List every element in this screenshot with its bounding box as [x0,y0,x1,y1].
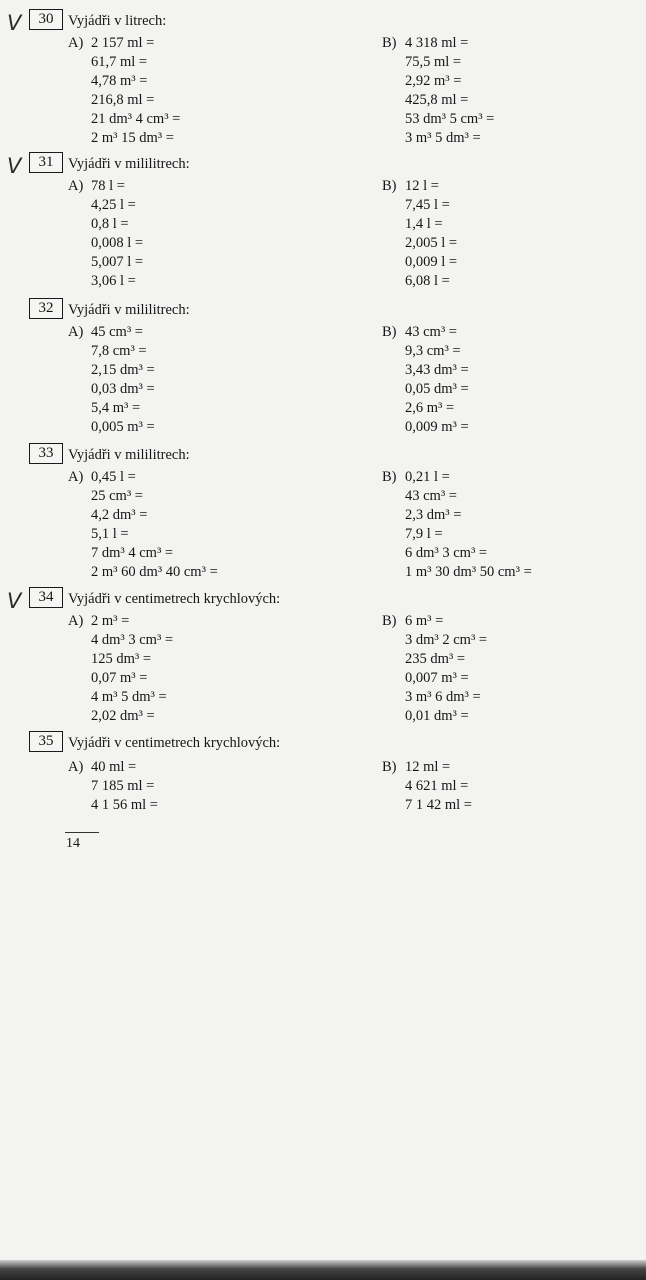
list-item: 4 1 56 ml = [91,797,158,813]
list-item: A) 40 ml = [68,759,137,775]
scan-edge [0,1260,646,1280]
list-item: 4,78 m³ = [91,73,148,89]
list-item: 5,1 l = [91,526,129,542]
list-item: 7 dm³ 4 cm³ = [91,545,174,561]
list-item: 2,02 dm³ = [91,708,155,724]
exercise-title: Vyjádři v mililitrech: [68,156,190,172]
column-b [382,177,457,291]
list-item: A) 2 m³ = [68,613,130,629]
column-a [68,468,218,582]
list-item: 75,5 ml = [405,54,462,70]
list-item: B) 12 l = [382,178,439,194]
list-item: 3,06 l = [91,273,136,289]
list-item: 4 dm³ 3 cm³ = [91,632,174,648]
exercise-title: Vyjádři v litrech: [68,13,167,29]
exercise-title: Vyjádři v centimetrech krychlových: [68,735,281,751]
list-item: 6 dm³ 3 cm³ = [405,545,488,561]
list-item: 61,7 ml = [91,54,148,70]
exercise-number: 30 [29,9,63,30]
list-item: 2 m³ 15 dm³ = [91,130,174,146]
list-item: 0,01 dm³ = [405,708,469,724]
column-b [382,34,494,148]
list-item: 216,8 ml = [91,92,155,108]
list-item: A) 45 cm³ = [68,324,143,340]
list-item: 53 dm³ 5 cm³ = [405,111,495,127]
list-item: B) 12 ml = [382,759,451,775]
exercise-number: 32 [29,298,63,319]
column-a [68,758,158,815]
list-item: 3 m³ 6 dm³ = [405,689,481,705]
list-item: 7 1 42 ml = [405,797,472,813]
exercise-number: 35 [29,731,63,752]
list-item: 0,007 m³ = [405,670,469,686]
column-b [382,323,469,437]
page-number: 14 [66,836,80,851]
list-item: 4 m³ 5 dm³ = [91,689,167,705]
exercise-number: 34 [29,587,63,608]
list-item: 7,8 cm³ = [91,343,147,359]
list-item: 2,15 dm³ = [91,362,155,378]
list-item: 4,2 dm³ = [91,507,148,523]
list-item: 3 dm³ 2 cm³ = [405,632,488,648]
list-item: 125 dm³ = [91,651,152,667]
list-item: 3,43 dm³ = [405,362,469,378]
list-item: 9,3 cm³ = [405,343,461,359]
check-mark: V [7,589,22,613]
list-item: B) 43 cm³ = [382,324,457,340]
list-item: 5,4 m³ = [91,400,141,416]
list-item: 2,92 m³ = [405,73,462,89]
list-item: 4,25 l = [91,197,136,213]
list-item: B) 0,21 l = [382,469,450,485]
exercise-title: Vyjádři v centimetrech krychlových: [68,591,281,607]
column-a [68,612,173,726]
list-item: 0,07 m³ = [91,670,148,686]
list-item: 0,008 l = [91,235,144,251]
list-item: 3 m³ 5 dm³ = [405,130,481,146]
list-item: 7,45 l = [405,197,450,213]
list-item: B) 4 318 ml = [382,35,469,51]
list-item: 1,4 l = [405,216,443,232]
column-a [68,323,155,437]
list-item: 2 m³ 60 dm³ 40 cm³ = [91,564,218,580]
check-mark: V [7,11,22,35]
list-item: 1 m³ 30 dm³ 50 cm³ = [405,564,532,580]
column-a [68,34,180,148]
list-item: 0,05 dm³ = [405,381,469,397]
list-item: 235 dm³ = [405,651,466,667]
list-item: 0,03 dm³ = [91,381,155,397]
column-a [68,177,143,291]
list-item: 425,8 ml = [405,92,469,108]
exercise-number: 31 [29,152,63,173]
list-item: 6,08 l = [405,273,450,289]
list-item: 0,009 l = [405,254,458,270]
exercise-number: 33 [29,443,63,464]
list-item: 0,005 m³ = [91,419,155,435]
list-item: 25 cm³ = [91,488,143,504]
footer-divider [65,832,99,833]
list-item: 43 cm³ = [405,488,457,504]
list-item: 21 dm³ 4 cm³ = [91,111,181,127]
list-item: 7 185 ml = [91,778,155,794]
column-b [382,758,472,815]
list-item: 2,3 dm³ = [405,507,462,523]
exercise-title: Vyjádři v mililitrech: [68,302,190,318]
list-item: 4 621 ml = [405,778,469,794]
list-item: A) 2 157 ml = [68,35,155,51]
column-b [382,468,532,582]
list-item: 0,009 m³ = [405,419,469,435]
list-item: 5,007 l = [91,254,144,270]
list-item: 2,005 l = [405,235,458,251]
check-mark: V [7,154,22,178]
column-b [382,612,487,726]
exercise-title: Vyjádři v mililitrech: [68,447,190,463]
list-item: A) 0,45 l = [68,469,136,485]
list-item: A) 78 l = [68,178,125,194]
list-item: 7,9 l = [405,526,443,542]
list-item: 0,8 l = [91,216,129,232]
list-item: 2,6 m³ = [405,400,455,416]
list-item: B) 6 m³ = [382,613,444,629]
